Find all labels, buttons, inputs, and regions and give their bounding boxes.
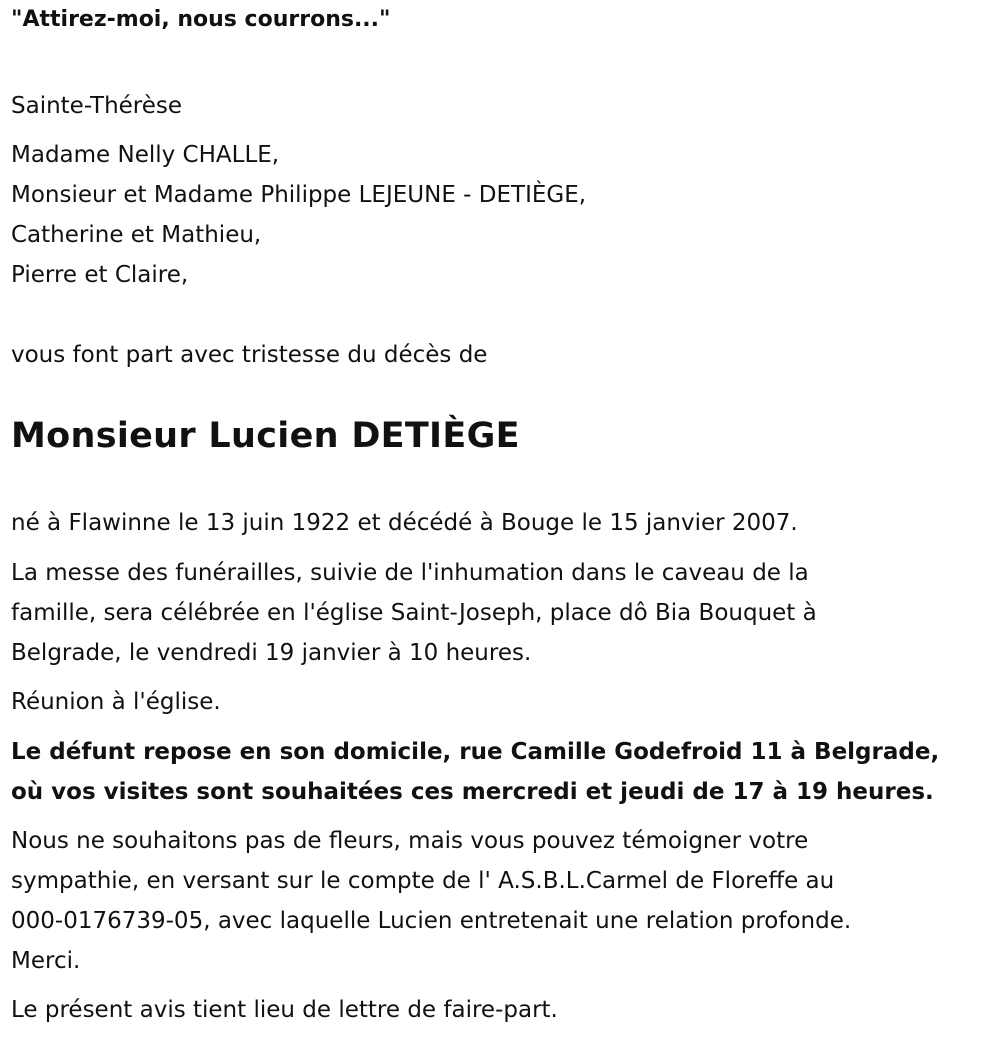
flowers-block: [11, 821, 990, 981]
family-member: Monsieur et Madame Philippe LEJEUNE - DETIÈGE,: [11, 182, 587, 208]
closing-block: [11, 990, 990, 1030]
announcement-text: vous font part avec tristesse du décès de: [11, 342, 488, 368]
flowers-line: Nous ne souhaitons pas de fleurs, mais vous pouvez témoigner votre: [11, 828, 809, 854]
motto-quote: "Attirez-moi, nous courrons...": [11, 7, 391, 32]
family-member: Madame Nelly CHALLE,: [11, 142, 280, 168]
announcement-block: [11, 335, 990, 375]
family-list: [11, 135, 990, 295]
birth-death-text: né à Flawinne le 13 juin 1922 et décédé à Bouge le 15 janvier 2007.: [11, 510, 798, 536]
signature-block: [11, 86, 990, 126]
signature: Sainte-Thérèse: [11, 93, 183, 119]
family-member: Pierre et Claire,: [11, 262, 189, 288]
closing-text: Le présent avis tient lieu de lettre de faire-part.: [11, 997, 558, 1023]
reunion-block: [11, 682, 990, 722]
flowers-line: sympathie, en versant sur le compte de l' A.S.B.L.Carmel de Floreffe au: [11, 868, 835, 894]
deceased-name: Monsieur Lucien DETIÈGE: [11, 416, 520, 456]
flowers-line: Merci.: [11, 948, 81, 974]
visitation-line: où vos visites sont souhaitées ces mercredi et jeudi de 17 à 19 heures.: [11, 779, 934, 805]
reunion-text: Réunion à l'église.: [11, 689, 221, 715]
visitation-line: Le défunt repose en son domicile, rue Camille Godefroid 11 à Belgrade,: [11, 739, 940, 765]
family-member: Catherine et Mathieu,: [11, 222, 262, 248]
funeral-block: [11, 553, 990, 673]
funeral-line: Belgrade, le vendredi 19 janvier à 10 heures.: [11, 640, 532, 666]
visitation-block: [11, 732, 990, 812]
funeral-line: La messe des funérailles, suivie de l'inhumation dans le caveau de la: [11, 560, 809, 586]
flowers-line: 000-0176739-05, avec laquelle Lucien entretenait une relation profonde.: [11, 908, 852, 934]
birth-death-block: [11, 503, 990, 543]
funeral-line: famille, sera célébrée en l'église Saint-Joseph, place dô Bia Bouquet à: [11, 600, 817, 626]
